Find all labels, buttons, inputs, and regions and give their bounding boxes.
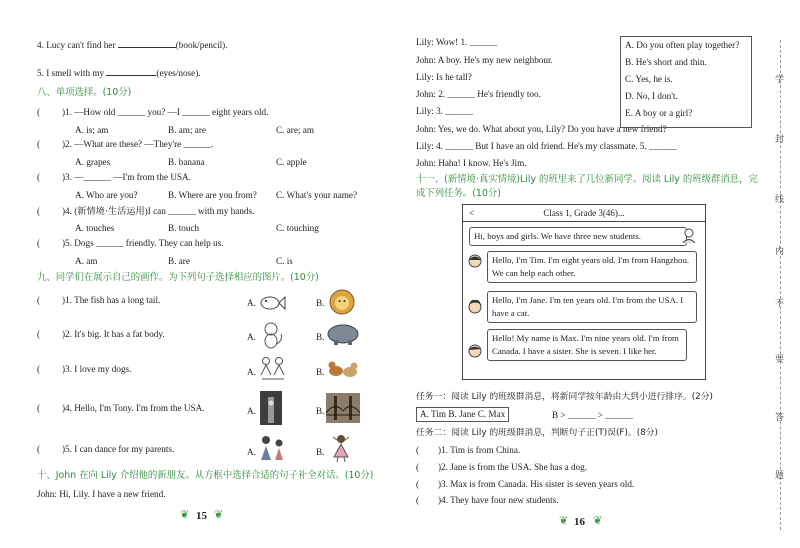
dogs-picture [326, 355, 360, 383]
leaf-icon: ❦ [593, 515, 603, 527]
left-page: 4. Lucy can't find her (book/pencil). 5. I smell with my (eyes/nose). 八、单项选择。(10分) ( )1. —How old ______ you? —I ______ eight years old. A. is; am B. am; are C. are; am ( )2. —What are these? —They're ______. A. grapes B. banana C. apple ( )3. —______ —I'm from the USA. A. Who are you? B. Where are you from? C. What's your name? ( )4. (新情境·生活运用)I can ______ with my hands. A. touches B. touch C. touching ( )5. Dogs ______ friendly. They can help us. A. am B. are C. is 九、同学们在展示自己的画作。为下列句子选择相应的图片。(10分) ( )1. The fish has a long tail. A. B. ( )2. It's big. It has a fat body. A. B. ( )3. I love my dogs. A. B. ( )4. Hello, I'm Tony. I'm from the USA. A. B. ( )5. I can dance for my parents. A. B. 十、John 在向 Lily 介绍他的新朋友。从方框中选择合适的句子补全对话。(10分) John: Hi, Lily. I have a new friend. ❦ 15 ❦ [37, 40, 374, 522]
side-char: 答 [775, 413, 785, 423]
fill-q5: 5. I smell with my (eyes/nose). [37, 68, 201, 78]
task-1-title: 任务一：阅读 Lily 的班级群消息，将新同学按年龄由大到小进行排序。(2分) [416, 392, 713, 402]
side-char: 学 [775, 75, 785, 85]
class-chat-window [462, 204, 706, 380]
chat-title: Class 1, Grade 3(46)... [543, 208, 625, 218]
side-char: 内 [775, 247, 785, 257]
hippo-picture [326, 322, 360, 346]
page-number: 15 [196, 510, 207, 522]
answer-blank[interactable] [106, 66, 156, 76]
fish-picture [258, 289, 286, 315]
option-item: B. He's short and thin. [625, 57, 707, 67]
jane-avatar-icon [467, 299, 483, 315]
side-char: 不 [775, 299, 785, 309]
section-11-title-cont: 成下列任务。(10分) [416, 188, 501, 199]
dialog-line: Lily: Wow! 1. ______ [416, 37, 498, 47]
leaf-icon: ❦ [180, 509, 190, 521]
dialog-line: John: 2. ______ He's friendly too. [416, 89, 541, 99]
section-11-title: 十一、(新情境·真实情境)Lily 的班里来了几位新同学。阅读 Lily 的班级群消息，完 [416, 174, 758, 185]
tim-avatar-icon [467, 253, 483, 269]
chat-header [463, 205, 705, 222]
option-item: A. Do you often play together? [625, 40, 740, 50]
message-max: Hello! My name is Max. I'm nine years old. I'm from Canada. I have a sister. She is seven. I like her. [487, 329, 687, 361]
section-10-title: 十、John 在向 Lily 介绍他的新朋友。从方框中选择合适的句子补全对话。(10分) [37, 470, 374, 481]
max-avatar-icon [467, 343, 483, 359]
message-jane: Hello, I'm Jane. I'm ten years old. I'm from the USA. I have a cat. [487, 291, 697, 323]
option-item: C. Yes, he is. [625, 74, 673, 84]
side-char: 题 [775, 471, 785, 481]
teacher-avatar-icon [681, 227, 697, 243]
option-item: E. A boy or a girl? [625, 108, 693, 118]
dancing-girl-picture [328, 433, 354, 463]
leaf-icon: ❦ [559, 515, 569, 527]
dialog-line: John: Hi, Lily. I have a new friend. [37, 489, 166, 499]
task-2-title: 任务二：阅读 Lily 的班级群消息，判断句子正(T)误(F)。(8分) [416, 428, 658, 438]
big-ben-picture [260, 391, 282, 425]
side-char: 封 [775, 135, 785, 145]
side-char: 线 [775, 195, 785, 205]
fill-q4: 4. Lucy can't find her (book/pencil). [37, 40, 228, 50]
section-9-title: 九、同学们在展示自己的画作。为下列句子选择相应的图片。(10分) [37, 272, 319, 283]
leaf-icon: ❦ [214, 509, 224, 521]
dialog-line: John: A boy. He's my new neighbour. [416, 55, 553, 65]
dialog-line: Lily: 4. ______ But I have an old friend. He's my classmate. 5. ______ [416, 141, 677, 151]
task-1-answer[interactable]: B > ______ > ______ [552, 410, 633, 420]
dialog-line: Lily: 3. ______ [416, 106, 473, 116]
answer-blank[interactable] [118, 38, 176, 48]
lion-picture [328, 288, 356, 316]
family-picture [258, 434, 288, 462]
people-picture [258, 355, 288, 383]
options-box [620, 36, 752, 128]
dialog-line: Lily: Is he tall? [416, 72, 472, 82]
task-1-options: A. Tim B. Jane C. Max [416, 407, 509, 422]
golden-gate-picture [326, 393, 360, 423]
message-tim: Hello, I'm Tim. I'm eight years old. I'm from Hangzhou. We can help each other. [487, 251, 697, 283]
message-lily: Hi, boys and girls. We have three new students. [469, 227, 687, 246]
section-8-title: 八、单项选择。(10分) [37, 87, 132, 98]
dialog-line: John: Haha! I know. He's Jim. [416, 158, 527, 168]
binding-line [780, 40, 781, 530]
monkey-picture [258, 320, 284, 350]
option-item: D. No, I don't. [625, 91, 678, 101]
page-number: 16 [574, 516, 585, 528]
side-char: 要 [775, 355, 785, 365]
back-icon[interactable]: < [469, 208, 475, 218]
dialog-line: John: Yes, we do. What about you, Lily? Do you have a new friend? [416, 124, 667, 134]
